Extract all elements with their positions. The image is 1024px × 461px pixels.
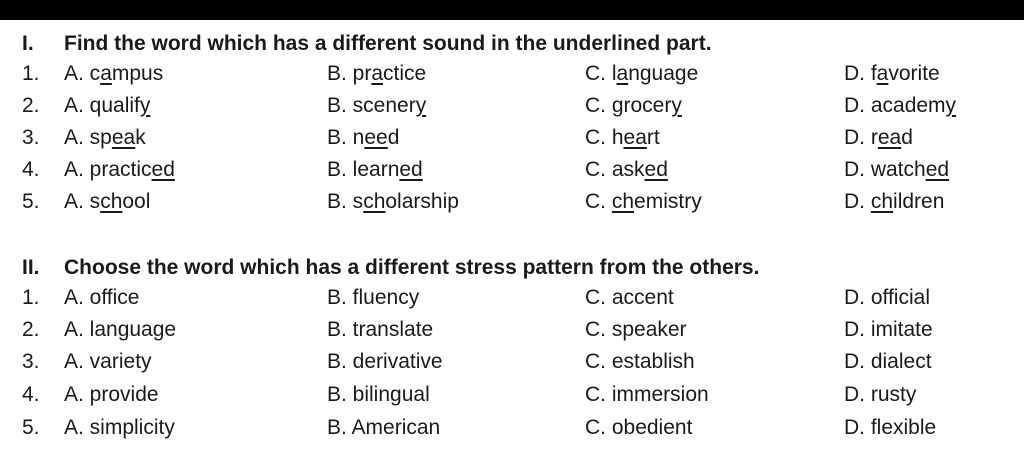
option-c [585,190,702,214]
option-a [64,286,140,310]
section-2-title: Choose the word which has a different stress pattern from the others. [64,256,760,279]
section-1-heading [22,32,712,56]
underlined-part: ea [111,126,136,149]
option-b [327,158,423,182]
question-number: 2. [22,318,40,341]
option-d [844,190,944,214]
underlined-part: y [415,94,427,117]
option-c [585,94,682,118]
question-row [22,383,1012,415]
underlined-part: ea [623,126,647,149]
option-text: B. n [327,126,365,149]
option-c [585,126,660,150]
option-text: A. variety [64,350,152,373]
underlined-part: y [945,94,957,117]
question-number: 4. [22,383,40,406]
option-text: D. f [844,62,877,85]
option-b [327,94,426,118]
option-c [585,318,687,342]
option-text: C. ask [585,158,645,181]
option-a [64,62,163,86]
option-text-rest: d [387,126,400,149]
question-number: 4. [22,158,40,181]
question-row [22,158,1012,190]
option-text: D. r [844,126,878,149]
option-text: B. scener [327,94,416,117]
option-text: B. learn [327,158,400,181]
option-d [844,62,940,86]
option-text: D. dialect [844,350,932,373]
option-text: A. simplicity [64,416,175,439]
underlined-part: ch [870,190,894,213]
option-text: A. s [64,190,101,213]
underlined-part: a [876,62,889,85]
question-row [22,350,1012,382]
option-b [327,318,433,342]
option-b [327,190,459,214]
option-d [844,126,913,150]
option-text-rest: d [901,126,913,149]
option-a [64,416,175,440]
option-text: D. [844,190,871,213]
option-b [327,350,443,374]
option-a [64,94,150,118]
option-text: A. practic [64,158,152,181]
option-text: C. accent [585,286,674,309]
option-d [844,383,916,407]
option-text-rest: ctice [383,62,427,85]
option-b [327,286,419,310]
option-d [844,416,936,440]
option-text: C. immersion [585,383,709,406]
option-d [844,350,932,374]
option-text: C. l [585,62,617,85]
underlined-part: ch [363,190,386,213]
option-text: A. language [64,318,177,341]
option-text-rest: mpus [111,62,164,85]
option-c [585,416,692,440]
question-row [22,190,1012,222]
underlined-part: ch [611,190,635,213]
option-text: C. speaker [585,318,687,341]
section-1-title: Find the word which has a different sound in the underlined part. [64,32,712,55]
option-text-rest: olarship [385,190,459,213]
option-a [64,318,176,342]
option-text: B. pr [327,62,372,85]
option-text: B. bilingual [327,383,430,406]
section-2-heading [22,256,759,280]
option-text: B. derivative [327,350,443,373]
option-text-rest: ool [122,190,151,213]
underlined-part: ed [925,158,950,181]
underlined-part: ed [151,158,175,181]
option-text: D. official [844,286,930,309]
option-c [585,62,698,86]
option-a [64,126,146,150]
question-row [22,318,1012,350]
question-number: 3. [22,350,40,373]
option-c [585,286,674,310]
underlined-part: a [616,62,629,85]
option-text: D. academ [844,94,946,117]
option-text: B. translate [327,318,434,341]
option-text: D. rusty [844,383,917,406]
option-text-rest: emistry [634,190,702,213]
option-c [585,158,668,182]
question-number: 2. [22,94,40,117]
option-text: B. fluency [327,286,420,309]
option-text: C. h [585,126,624,149]
option-c [585,383,709,407]
option-text: B. American [327,416,441,439]
question-number: 1. [22,62,40,85]
question-number: 3. [22,126,40,149]
underlined-part: ed [399,158,423,181]
option-b [327,126,399,150]
option-text: B. s [327,190,364,213]
question-row [22,94,1012,126]
option-c [585,350,695,374]
option-text-rest: k [135,126,146,149]
option-text: A. office [64,286,140,309]
option-a [64,158,175,182]
top-black-bar [0,0,1024,20]
option-text: D. imitate [844,318,933,341]
option-text: C. establish [585,350,695,373]
option-text-rest: nguage [628,62,699,85]
question-row [22,286,1012,318]
option-text-rest: vorite [888,62,940,85]
option-d [844,158,949,182]
option-d [844,318,933,342]
section-1-number: I. [22,32,34,55]
option-a [64,190,150,214]
option-text: C. obedient [585,416,693,439]
question-row [22,416,1012,448]
option-b [327,416,440,440]
underlined-part: ed [644,158,668,181]
option-text: A. c [64,62,101,85]
option-text: A. qualif [64,94,140,117]
option-text: A. sp [64,126,112,149]
option-b [327,62,426,86]
underlined-part: y [139,94,151,117]
option-d [844,94,956,118]
option-text: C. [585,190,612,213]
section-2-number: II. [22,256,40,279]
underlined-part: a [371,62,384,85]
option-text-rest: ildren [893,190,945,213]
question-number: 5. [22,190,40,213]
option-text-rest: rt [646,126,660,149]
option-b [327,383,430,407]
underlined-part: ch [100,190,123,213]
underlined-part: ee [364,126,388,149]
underlined-part: y [671,94,682,117]
question-row [22,62,1012,94]
option-text: D. watch [844,158,926,181]
option-text: D. flexible [844,416,937,439]
question-row [22,126,1012,158]
question-number: 1. [22,286,40,309]
underlined-part: a [100,62,112,85]
option-text: A. provide [64,383,159,406]
option-a [64,350,152,374]
option-text: C. grocer [585,94,672,117]
question-number: 5. [22,416,40,439]
option-d [844,286,930,310]
option-a [64,383,159,407]
underlined-part: ea [877,126,902,149]
